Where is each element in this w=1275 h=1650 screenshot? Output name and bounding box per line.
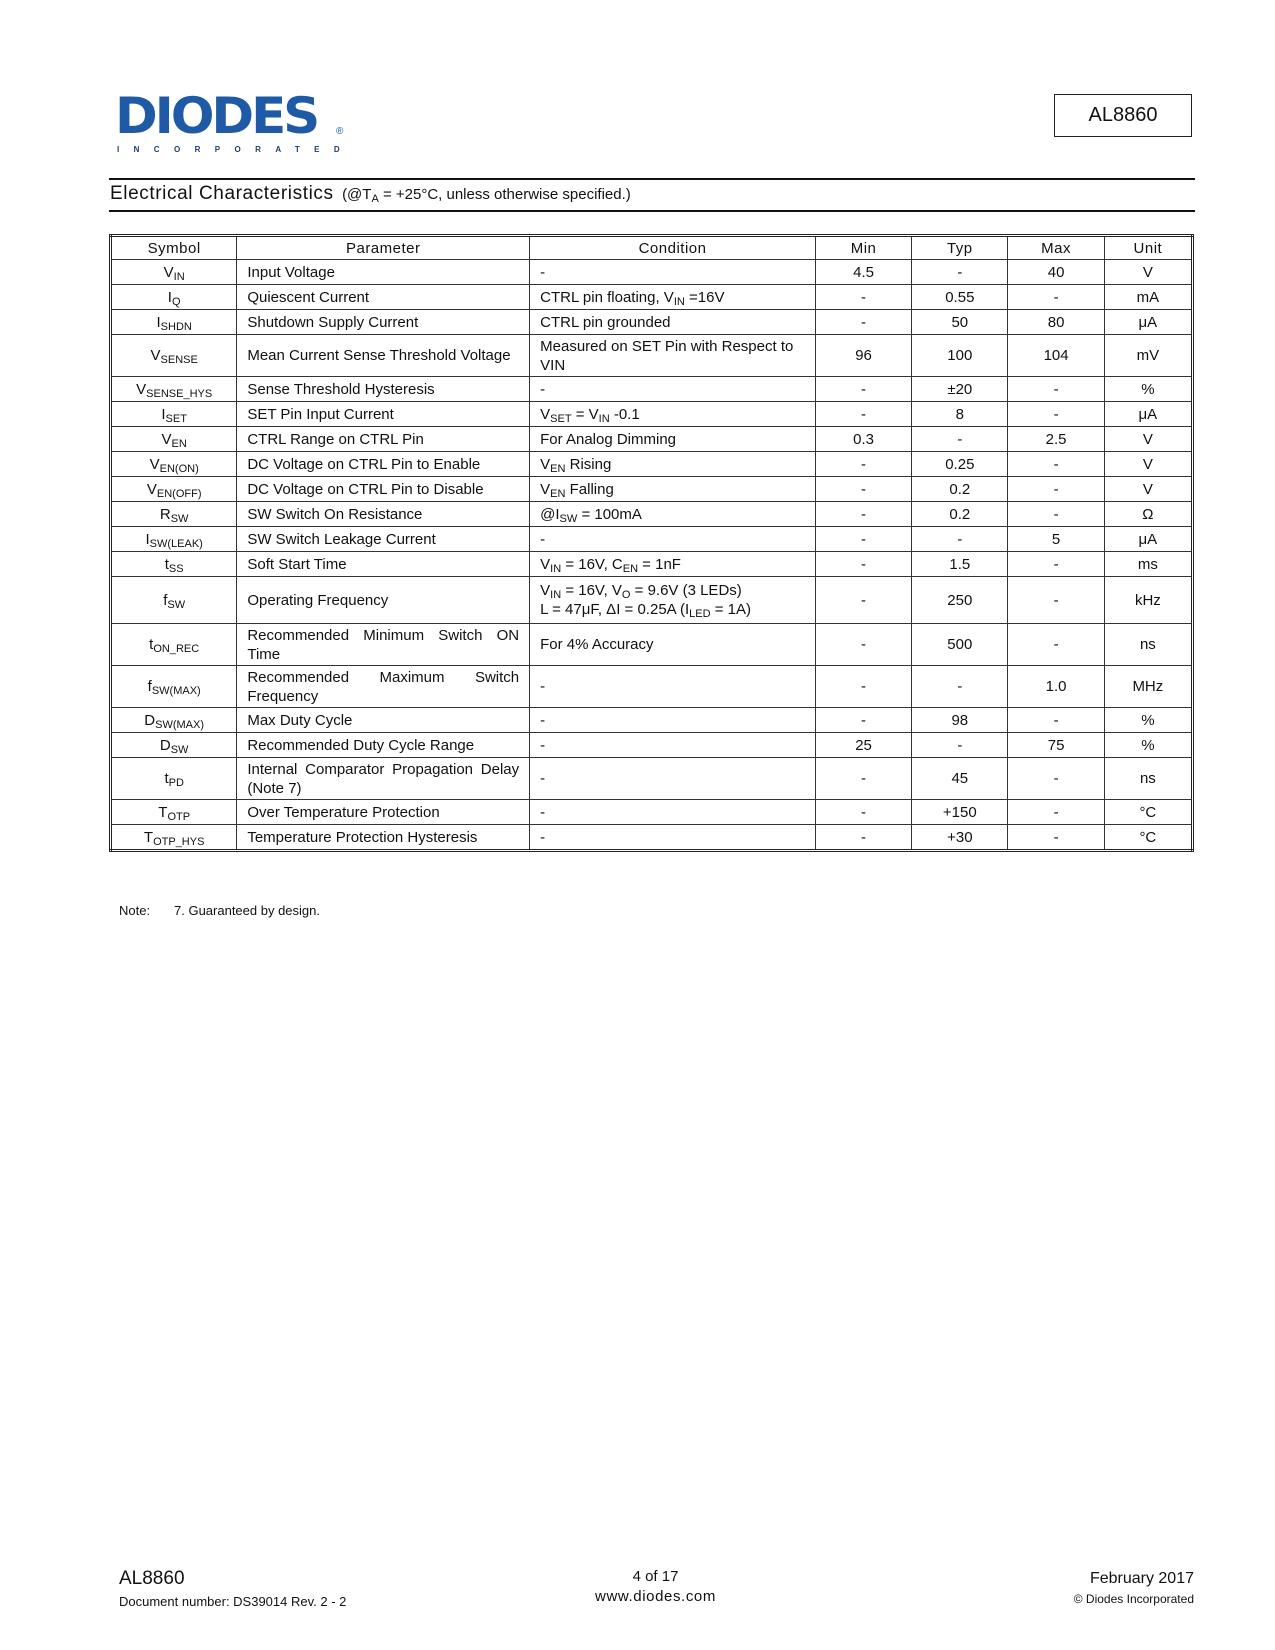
cell-parameter: Over Temperature Protection <box>237 800 530 825</box>
cell-max: 40 <box>1008 260 1104 285</box>
cell-unit: °C <box>1104 825 1192 851</box>
cell-min: - <box>815 377 911 402</box>
cell-max: - <box>1008 502 1104 527</box>
cell-unit: % <box>1104 377 1192 402</box>
table-row <box>111 552 1193 577</box>
cell-typ: 100 <box>912 335 1008 377</box>
header-unit: Unit <box>1104 236 1192 260</box>
cell-parameter: Quiescent Current <box>237 285 530 310</box>
footer-part-number: AL8860 <box>119 1568 185 1589</box>
cell-parameter: Soft Start Time <box>237 552 530 577</box>
cell-min: - <box>815 666 911 708</box>
cell-unit: ns <box>1104 624 1192 666</box>
cell-min: - <box>815 502 911 527</box>
cell-symbol: $V_{EN}$ <box>111 427 237 452</box>
cell-max: - <box>1008 552 1104 577</box>
cell-unit: μA <box>1104 402 1192 427</box>
cell-parameter: Input Voltage <box>237 260 530 285</box>
table-row <box>111 666 1193 708</box>
cell-max: - <box>1008 577 1104 624</box>
cell-condition: CTRL pin floating, $V_{IN} =16V$ <box>530 285 816 310</box>
cell-parameter: Mean Current Sense Threshold Voltage <box>237 335 530 377</box>
table-header-row <box>111 236 1193 260</box>
cell-unit: % <box>1104 733 1192 758</box>
cell-symbol: $R_{SW}$ <box>111 502 237 527</box>
cell-min: - <box>815 552 911 577</box>
cell-typ: +30 <box>912 825 1008 851</box>
cell-unit: V <box>1104 260 1192 285</box>
cell-symbol: $I_{SET}$ <box>111 402 237 427</box>
cell-typ: - <box>912 527 1008 552</box>
header-symbol: Symbol <box>111 236 237 260</box>
cell-condition: - <box>530 733 816 758</box>
cell-typ: 50 <box>912 310 1008 335</box>
cell-parameter: Max Duty Cycle <box>237 708 530 733</box>
cell-max: - <box>1008 477 1104 502</box>
cell-symbol: $V_{IN}$ <box>111 260 237 285</box>
section-title <box>110 183 631 205</box>
table-row <box>111 285 1193 310</box>
cell-typ: 1.5 <box>912 552 1008 577</box>
cell-max: - <box>1008 708 1104 733</box>
header-typ: Typ <box>912 236 1008 260</box>
footer-copyright: © Diodes Incorporated <box>1073 1592 1194 1606</box>
cell-unit: % <box>1104 708 1192 733</box>
cell-min: - <box>815 527 911 552</box>
cell-min: 4.5 <box>815 260 911 285</box>
cell-min: - <box>815 310 911 335</box>
cell-parameter: DC Voltage on CTRL Pin to Enable <box>237 452 530 477</box>
table-row <box>111 335 1193 377</box>
cell-condition: - <box>530 800 816 825</box>
cell-max: 80 <box>1008 310 1104 335</box>
cell-typ: 0.25 <box>912 452 1008 477</box>
cell-typ: 0.2 <box>912 477 1008 502</box>
cell-unit: ms <box>1104 552 1192 577</box>
cell-max: - <box>1008 758 1104 800</box>
cell-symbol: $I_Q$ <box>111 285 237 310</box>
cell-condition: - <box>530 758 816 800</box>
cell-parameter: Operating Frequency <box>237 577 530 624</box>
cell-typ: 45 <box>912 758 1008 800</box>
logo-subtitle: INCORPORATED <box>117 145 355 154</box>
note-label: Note: <box>119 903 151 918</box>
section-title-text: Electrical Characteristics <box>110 183 334 204</box>
cell-symbol: $V_{SENSE}$ <box>111 335 237 377</box>
part-number: AL8860 <box>1088 104 1158 126</box>
cell-typ: - <box>912 260 1008 285</box>
cell-condition: $V_{SET} = V_{IN}$ -0.1 <box>530 402 816 427</box>
cell-symbol: $f_{SW}$ <box>111 577 237 624</box>
cell-symbol: $f_{SW(MAX)}$ <box>111 666 237 708</box>
electrical-characteristics-table <box>109 234 1194 852</box>
cell-max: 1.0 <box>1008 666 1104 708</box>
cell-max: - <box>1008 624 1104 666</box>
footer-website-link[interactable]: www.diodes.com <box>595 1588 716 1605</box>
table-row <box>111 310 1193 335</box>
cell-unit: Ω <box>1104 502 1192 527</box>
cell-symbol: $t_{PD}$ <box>111 758 237 800</box>
cell-unit: kHz <box>1104 577 1192 624</box>
table-row <box>111 825 1193 851</box>
table-note <box>119 903 320 918</box>
cell-condition: - <box>530 708 816 733</box>
table-row <box>111 527 1193 552</box>
cell-typ: 0.55 <box>912 285 1008 310</box>
cell-min: 96 <box>815 335 911 377</box>
cell-parameter: Temperature Protection Hysteresis <box>237 825 530 851</box>
cell-max: 5 <box>1008 527 1104 552</box>
cell-condition: - <box>530 260 816 285</box>
cell-max: - <box>1008 452 1104 477</box>
table-row <box>111 452 1193 477</box>
cell-typ: 500 <box>912 624 1008 666</box>
cell-symbol: $I_{SHDN}$ <box>111 310 237 335</box>
note-text: 7. Guaranteed by design. <box>174 903 320 918</box>
header-max: Max <box>1008 236 1104 260</box>
diodes-logo <box>115 87 355 158</box>
table-row <box>111 733 1193 758</box>
cell-symbol: $T_{OTP\_HYS}$ <box>111 825 237 851</box>
cell-condition: - <box>530 377 816 402</box>
cell-condition: CTRL pin grounded <box>530 310 816 335</box>
cell-max: 75 <box>1008 733 1104 758</box>
cell-symbol: $I_{SW(LEAK)}$ <box>111 527 237 552</box>
cell-condition: $V_{EN}$ Rising <box>530 452 816 477</box>
cell-unit: V <box>1104 477 1192 502</box>
cell-condition: $V_{IN} = 16V$, $C_{EN} = 1nF$ <box>530 552 816 577</box>
cell-parameter: Recommended Duty Cycle Range <box>237 733 530 758</box>
cell-condition: - <box>530 527 816 552</box>
cell-symbol: $T_{OTP}$ <box>111 800 237 825</box>
cell-symbol: $V_{SENSE\_HYS}$ <box>111 377 237 402</box>
cell-unit: V <box>1104 452 1192 477</box>
cell-unit: μA <box>1104 527 1192 552</box>
cell-unit: °C <box>1104 800 1192 825</box>
cell-typ: - <box>912 427 1008 452</box>
cell-condition: Measured on SET Pin with Respect to VIN <box>530 335 816 377</box>
cell-parameter: SET Pin Input Current <box>237 402 530 427</box>
table-row <box>111 708 1193 733</box>
cell-parameter: SW Switch On Resistance <box>237 502 530 527</box>
cell-parameter: Recommended Minimum Switch ON Time <box>237 624 530 666</box>
cell-symbol: $D_{SW}$ <box>111 733 237 758</box>
table-row <box>111 402 1193 427</box>
cell-parameter: Recommended Maximum Switch Frequency <box>237 666 530 708</box>
cell-typ: - <box>912 666 1008 708</box>
cell-condition: For 4% Accuracy <box>530 624 816 666</box>
cell-max: 2.5 <box>1008 427 1104 452</box>
cell-min: - <box>815 285 911 310</box>
cell-condition: For Analog Dimming <box>530 427 816 452</box>
table-row <box>111 624 1193 666</box>
cell-typ: 250 <box>912 577 1008 624</box>
cell-symbol: $V_{EN(OFF)}$ <box>111 477 237 502</box>
cell-min: - <box>815 800 911 825</box>
cell-min: - <box>815 452 911 477</box>
section-rule-top <box>109 178 1195 180</box>
footer-page-number: 4 of 17 <box>632 1568 679 1585</box>
cell-unit: V <box>1104 427 1192 452</box>
header-parameter: Parameter <box>237 236 530 260</box>
cell-parameter: CTRL Range on CTRL Pin <box>237 427 530 452</box>
header-condition: Condition <box>530 236 816 260</box>
cell-min: - <box>815 758 911 800</box>
cell-parameter: Sense Threshold Hysteresis <box>237 377 530 402</box>
logo-registered-mark: ® <box>336 126 344 137</box>
cell-unit: mV <box>1104 335 1192 377</box>
cell-max: - <box>1008 285 1104 310</box>
cell-parameter: DC Voltage on CTRL Pin to Disable <box>237 477 530 502</box>
table-row <box>111 758 1193 800</box>
cell-min: - <box>815 825 911 851</box>
cell-min: 0.3 <box>815 427 911 452</box>
cell-max: - <box>1008 377 1104 402</box>
cell-condition: - <box>530 666 816 708</box>
logo-wordmark: DIODES <box>115 87 318 145</box>
cell-min: 25 <box>815 733 911 758</box>
table-row <box>111 800 1193 825</box>
cell-typ: +150 <box>912 800 1008 825</box>
section-title-condition: ($@T_A = +25^\circ C$, unless otherwise specified.) <box>342 186 631 205</box>
cell-symbol: $V_{EN(ON)}$ <box>111 452 237 477</box>
cell-max: - <box>1008 800 1104 825</box>
cell-condition: $V_{EN}$ Falling <box>530 477 816 502</box>
section-rule-bottom <box>109 210 1195 212</box>
cell-typ: 98 <box>912 708 1008 733</box>
table-row <box>111 477 1193 502</box>
table-row <box>111 502 1193 527</box>
table-row <box>111 377 1193 402</box>
cell-parameter: SW Switch Leakage Current <box>237 527 530 552</box>
cell-symbol: $t_{SS}$ <box>111 552 237 577</box>
cell-typ: - <box>912 733 1008 758</box>
cell-symbol: $D_{SW(MAX)}$ <box>111 708 237 733</box>
cell-max: - <box>1008 825 1104 851</box>
footer-document-number: Document number: DS39014 Rev. 2 - 2 <box>119 1594 347 1609</box>
cell-unit: mA <box>1104 285 1192 310</box>
cell-unit: MHz <box>1104 666 1192 708</box>
cell-typ: 8 <box>912 402 1008 427</box>
cell-max: 104 <box>1008 335 1104 377</box>
table-body <box>111 260 1193 851</box>
table-row <box>111 260 1193 285</box>
cell-condition: $V_{IN} = 16V$, $V_O = 9.6V$ (3 LEDs) L = 47μF, ΔI = 0.25A $(I_{LED} = 1A)$ <box>530 577 816 624</box>
cell-min: - <box>815 577 911 624</box>
cell-unit: ns <box>1104 758 1192 800</box>
cell-typ: ±20 <box>912 377 1008 402</box>
part-number-box <box>1054 94 1192 137</box>
cell-min: - <box>815 477 911 502</box>
cell-typ: 0.2 <box>912 502 1008 527</box>
cell-parameter: Shutdown Supply Current <box>237 310 530 335</box>
cell-min: - <box>815 708 911 733</box>
cell-unit: μA <box>1104 310 1192 335</box>
cell-min: - <box>815 624 911 666</box>
footer-date: February 2017 <box>1089 1570 1194 1587</box>
cell-condition: - <box>530 825 816 851</box>
cell-condition: $@I_{SW} = 100mA$ <box>530 502 816 527</box>
cell-symbol: $t_{ON\_REC}$ <box>111 624 237 666</box>
header-min: Min <box>815 236 911 260</box>
table-row <box>111 427 1193 452</box>
table-row <box>111 577 1193 624</box>
cell-max: - <box>1008 402 1104 427</box>
cell-parameter: Internal Comparator Propagation Delay (Note 7) <box>237 758 530 800</box>
cell-min: - <box>815 402 911 427</box>
